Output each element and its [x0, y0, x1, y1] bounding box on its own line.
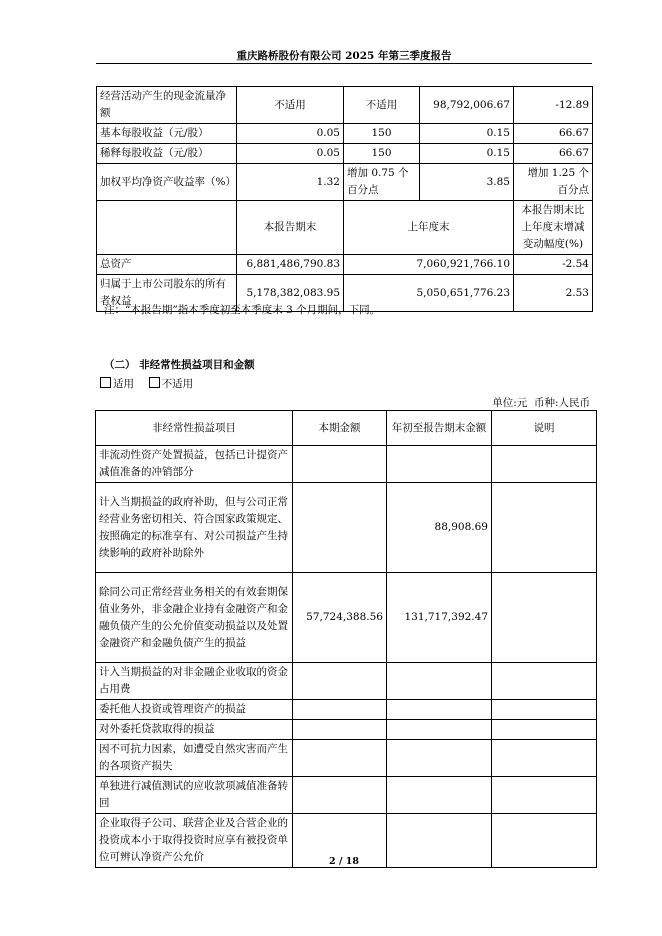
financial-indicators-table	[96, 86, 593, 312]
ytd-amount	[387, 720, 492, 740]
page-number: 2 / 18	[329, 856, 359, 867]
ytd-amount	[387, 446, 492, 483]
cell-value: 98,792,006.67	[420, 87, 514, 124]
item-label: 计入当期损益的对非金融企业收取的资金占用费	[96, 663, 293, 700]
cell-value: 3.85	[420, 164, 514, 201]
current-amount	[293, 446, 387, 483]
applicable-checkbox[interactable]	[100, 377, 111, 388]
current-amount	[293, 740, 387, 777]
row-label: 经营活动产生的现金流量净额	[97, 87, 237, 124]
item-label: 委托他人投资或管理资产的损益	[96, 700, 293, 720]
applicability-checkboxes	[100, 376, 193, 391]
item-label: 除同公司正常经营业务相关的有效套期保值业务外，非金融企业持有金融资产和金融负债产生的公允价值变动损益以及处置金融资产和金融负债产生的损益	[96, 573, 293, 663]
cell-value: 5,050,651,776.23	[344, 275, 514, 312]
table-row	[96, 483, 597, 573]
item-note	[492, 740, 597, 777]
row-label: 基本每股收益（元/股）	[97, 124, 237, 144]
table-row	[96, 663, 597, 700]
cell-value: 66.67	[514, 124, 593, 144]
column-header: 说明	[492, 411, 597, 446]
row-label: 稀释每股收益（元/股）	[97, 144, 237, 164]
cell-value: -12.89	[514, 87, 593, 124]
table-row	[96, 777, 597, 814]
current-amount	[293, 663, 387, 700]
item-note	[492, 483, 597, 573]
cell-value: 0.15	[420, 124, 514, 144]
table-note: 注：“本报告期”指本季度初至本季度末 3 个月期间，下同。	[104, 304, 381, 316]
table-row	[97, 144, 593, 164]
column-header: 上年度末	[344, 201, 514, 255]
column-header: 本期金额	[293, 411, 387, 446]
table-row	[97, 255, 593, 275]
column-header: 年初至报告期末金额	[387, 411, 492, 446]
cell-value: 增加 1.25 个百分点	[514, 164, 593, 201]
table-header-row	[96, 411, 597, 446]
ytd-amount	[387, 740, 492, 777]
cell-value: 5,178,382,083.95	[237, 275, 344, 312]
item-label: 因不可抗力因素，如遭受自然灾害而产生的各项资产损失	[96, 740, 293, 777]
ytd-amount	[387, 777, 492, 814]
cell-value: -2.54	[514, 255, 593, 275]
item-label: 非流动性资产处置损益，包括已计提资产减值准备的冲销部分	[96, 446, 293, 483]
cell-value: 1.32	[237, 164, 344, 201]
ytd-amount	[387, 700, 492, 720]
cell-value: 不适用	[237, 87, 344, 124]
cell-value: 2.53	[514, 275, 593, 312]
current-amount	[293, 720, 387, 740]
row-label: 总资产	[97, 255, 237, 275]
not-applicable-label: 不适用	[161, 378, 194, 390]
header-divider	[96, 63, 592, 64]
table-row	[96, 573, 597, 663]
cell-value: 150	[344, 124, 420, 144]
not-applicable-checkbox[interactable]	[149, 377, 160, 388]
item-note	[492, 700, 597, 720]
current-amount	[293, 483, 387, 573]
table-subheader-row	[97, 201, 593, 255]
item-note	[492, 663, 597, 700]
cell-value: 0.05	[237, 144, 344, 164]
table-row	[97, 124, 593, 144]
ytd-amount	[387, 663, 492, 700]
row-label: 加权平均净资产收益率（%）	[97, 164, 237, 201]
page-header-title: 重庆路桥股份有限公司 2025 年第三季度报告	[236, 50, 452, 62]
column-header: 非经常性损益项目	[96, 411, 293, 446]
ytd-amount: 131,717,392.47	[387, 573, 492, 663]
cell-value: 6,881,486,790.83	[237, 255, 344, 275]
cell-value: 不适用	[344, 87, 420, 124]
unit-currency-label: 单位:元 币种:人民币	[492, 397, 590, 409]
table-row	[96, 700, 597, 720]
table-row	[96, 740, 597, 777]
column-header: 本报告期末比上年度末增减变动幅度(%)	[514, 201, 593, 255]
cell-value: 150	[344, 144, 420, 164]
table-row	[97, 164, 593, 201]
item-note	[492, 720, 597, 740]
cell-value: 0.05	[237, 124, 344, 144]
column-header: 本报告期末	[237, 201, 344, 255]
cell-value: 增加 0.75 个百分点	[344, 164, 420, 201]
cell-value: 0.15	[420, 144, 514, 164]
empty-cell	[97, 201, 237, 255]
row-label: 归属于上市公司股东的所有者权益	[97, 275, 237, 312]
table-row	[96, 720, 597, 740]
item-note	[492, 573, 597, 663]
item-label: 对外委托贷款取得的损益	[96, 720, 293, 740]
table-row	[97, 87, 593, 124]
item-note	[492, 777, 597, 814]
applicable-label: 适用	[113, 378, 134, 390]
item-label: 单独进行减值测试的应收款项减值准备转回	[96, 777, 293, 814]
cell-value: 7,060,921,766.10	[344, 255, 514, 275]
current-amount: 57,724,388.56	[293, 573, 387, 663]
table-row	[96, 446, 597, 483]
section-title: （二） 非经常性损益项目和金额	[104, 359, 255, 371]
item-label: 计入当期损益的政府补助，但与公司正常经营业务密切相关、符合国家政策规定、按照确定的标准享有、对公司损益产生持续影响的政府补助除外	[96, 483, 293, 573]
ytd-amount: 88,908.69	[387, 483, 492, 573]
item-label: 企业取得子公司、联营企业及合营企业的投资成本小于取得投资时应享有被投资单位可辨认净资产公允价	[96, 814, 293, 868]
item-note	[492, 446, 597, 483]
cell-value: 66.67	[514, 144, 593, 164]
current-amount	[293, 700, 387, 720]
non-recurring-items-table	[95, 410, 597, 868]
current-amount	[293, 777, 387, 814]
